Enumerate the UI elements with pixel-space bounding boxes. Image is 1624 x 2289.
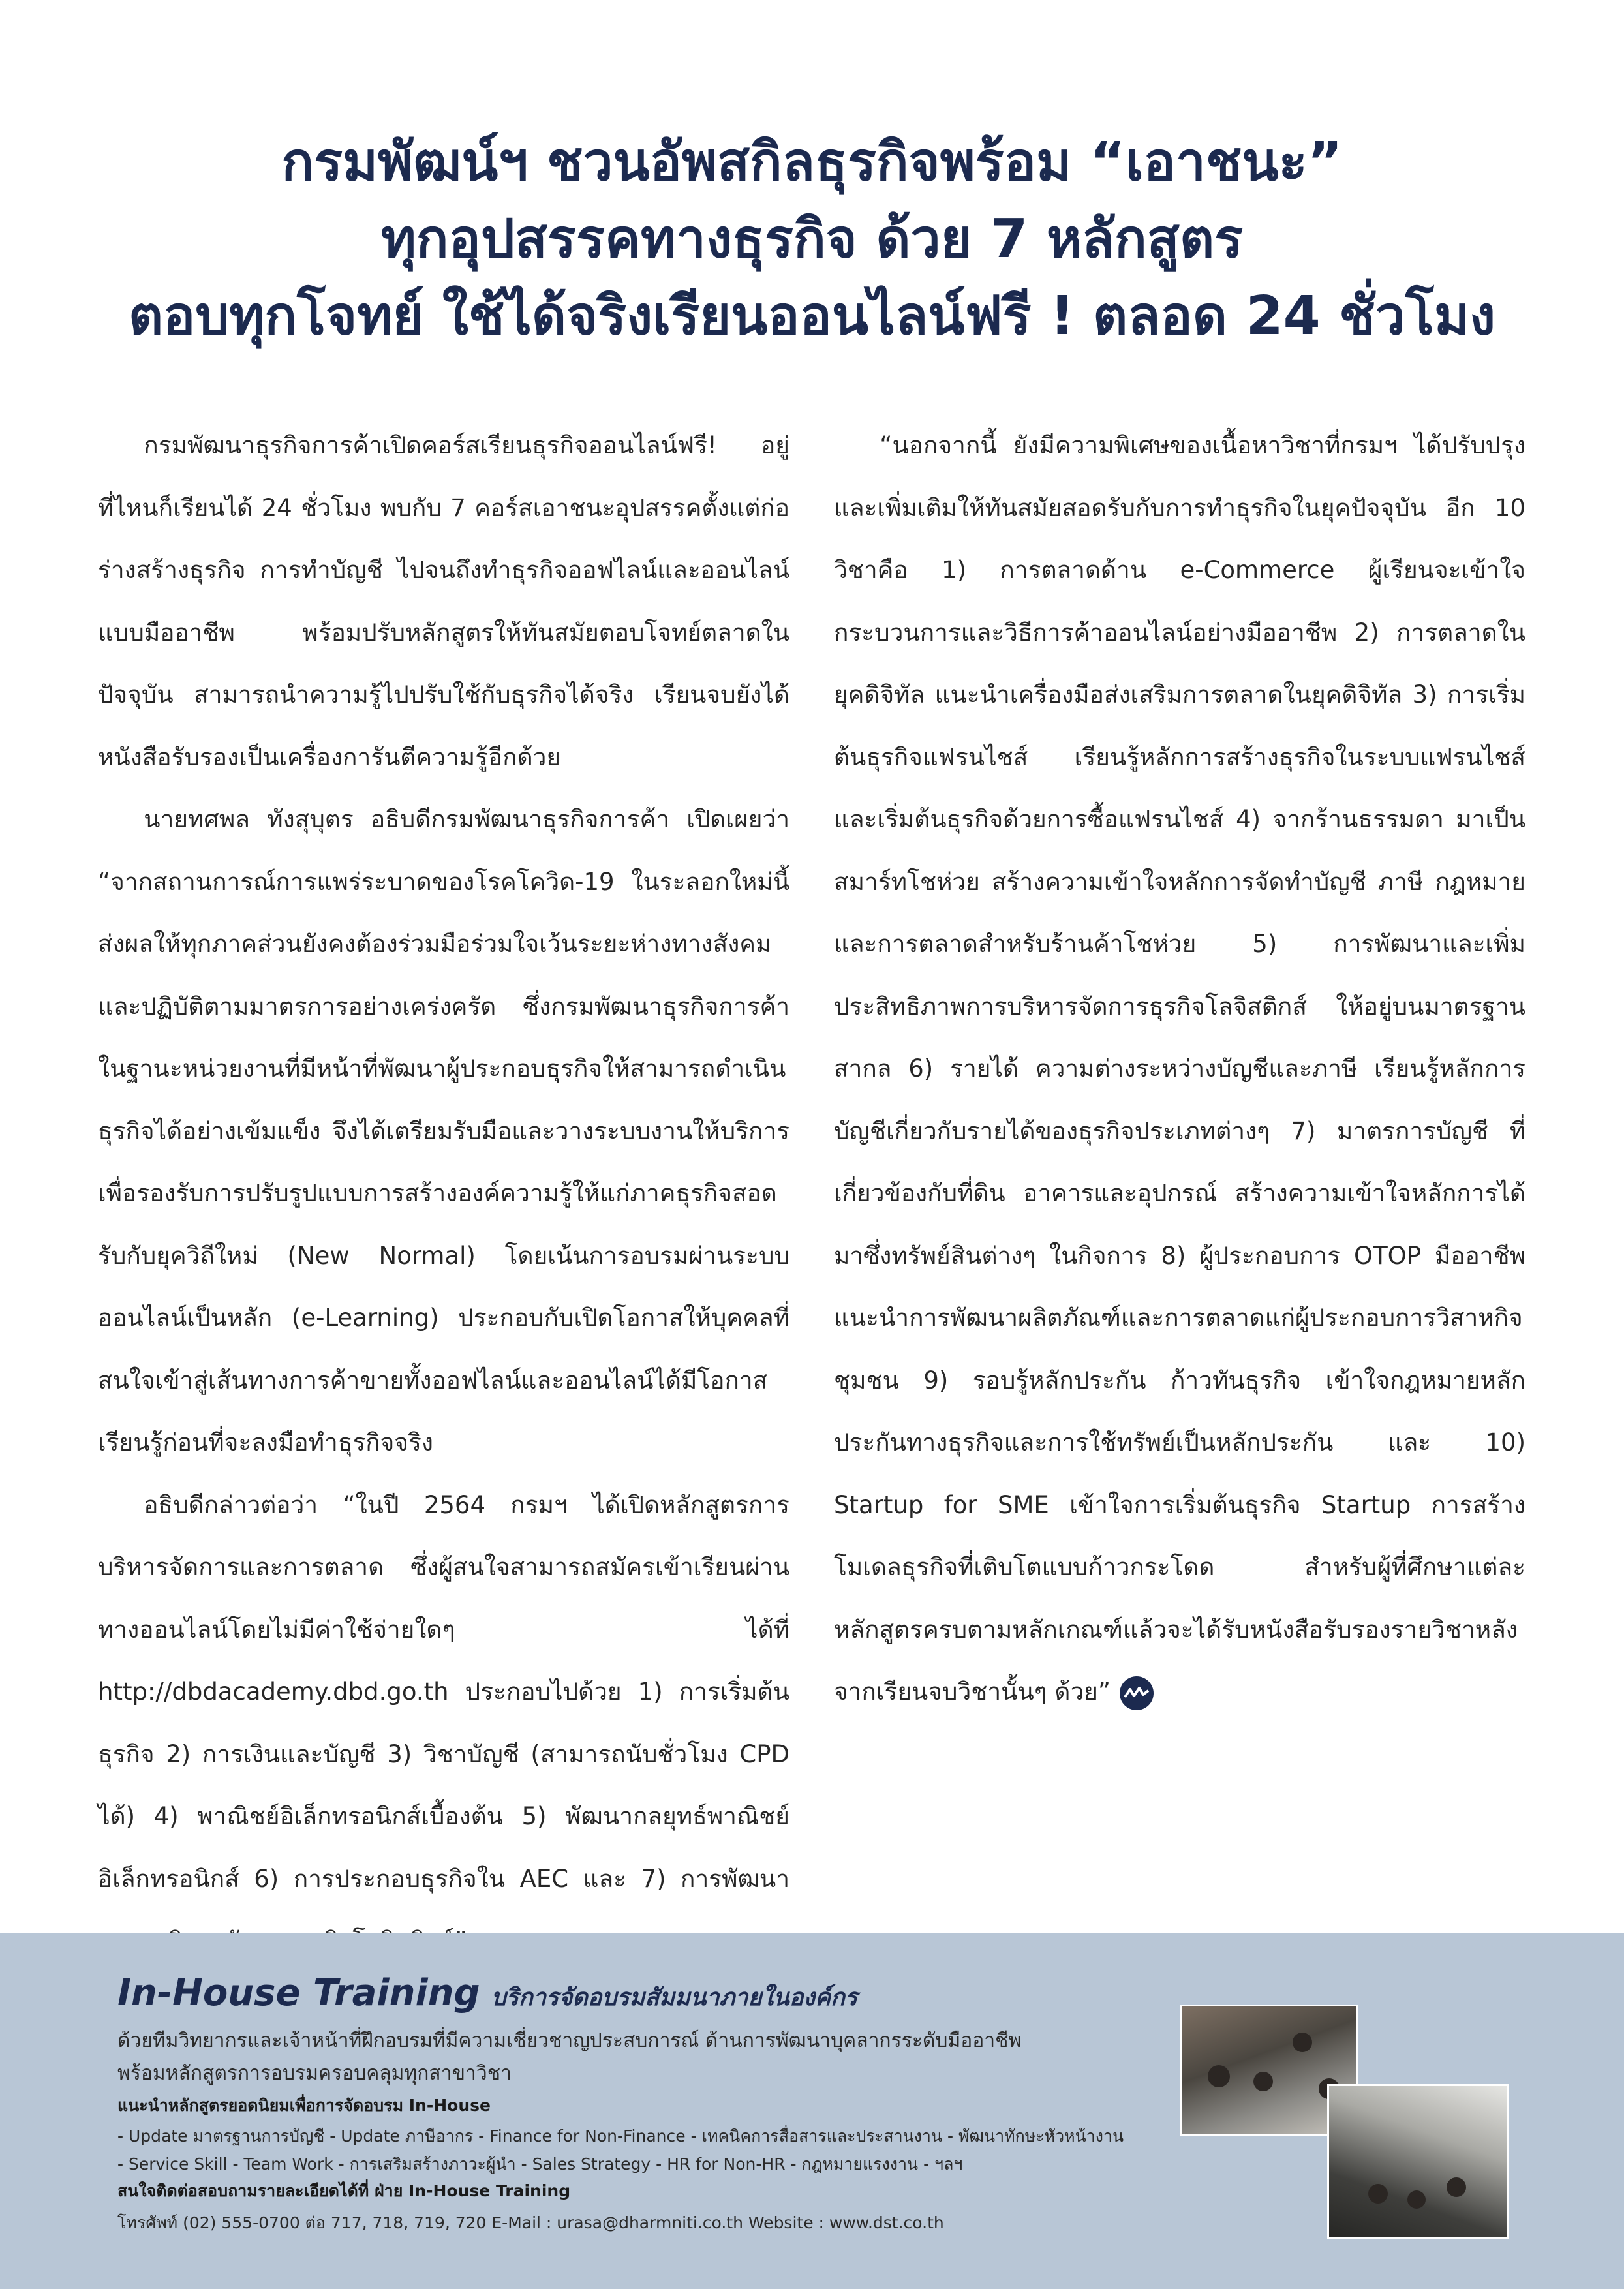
article-column-right: [834, 414, 1525, 1723]
footer-desc-2: พร้อมหลักสูตรการอบรมครอบคลุมทุกสาขาวิชา: [117, 2062, 512, 2085]
paragraph-4: [834, 414, 1525, 1723]
footer-brand: In-House Training: [117, 1972, 480, 2014]
title-line-2: ทุกอุปสรรคทางธุรกิจ ด้วย 7 หลักสูตร: [380, 208, 1244, 270]
end-mark-icon: [1120, 1676, 1154, 1710]
footer-contact-head: สนใจติดต่อสอบถามรายละเอียดได้ที่ ฝ่าย In-House Training: [117, 2181, 571, 2200]
footer-desc-1: ด้วยทีมวิทยากรและเจ้าหน้าที่ฝึกอบรมที่มีความเชี่ยวชาญประสบการณ์ ด้านการพัฒนาบุคลากรระดับมืออาชีพ: [117, 2029, 1022, 2052]
paragraph-1: กรมพัฒนาธุรกิจการค้าเปิดคอร์สเรียนธุรกิจออนไลน์ฟรี! อยู่ที่ไหนก็เรียนได้ 24 ชั่วโมง พบกับ 7 คอร์สเอาชนะอุปสรรคตั้งแต่ก่อร่างสร้างธุรกิจ การทำบัญชี ไปจนถึงทำธุรกิจออฟไลน์และออนไลน์แบบมืออาชีพ พร้อมปรับหลักสูตรให้ทันสมัยตอบโจทย์ตลาดในปัจจุบัน สามารถนำความรู้ไปปรับใช้กับธุรกิจได้จริง เรียนจบยังได้หนังสือรับรองเป็นเครื่องการันตีความรู้อีกด้วย: [98, 431, 789, 771]
footer-courses-2: - Service Skill - Team Work - การเสริมสร้างภาวะผู้นำ - Sales Strategy - HR for Non-HR - กฎหมายแรงงาน - ฯลฯ: [117, 2155, 963, 2174]
article-title: [0, 124, 1624, 355]
paragraph-4-text: “นอกจากนี้ ยังมีความพิเศษของเนื้อหาวิชาที่กรมฯ ได้ปรับปรุงและเพิ่มเติมให้ทันสมัยสอดรับกับการทำธุรกิจในยุคปัจจุบัน อีก 10 วิชาคือ 1) การตลาดด้าน e-Commerce ผู้เรียนจะเข้าใจกระบวนการและวิธีการค้าออนไลน์อย่างมืออาชีพ 2) การตลาดในยุคดิจิทัล แนะนำเครื่องมือส่งเสริมการตลาดในยุคดิจิทัล 3) การเริ่มต้นธุรกิจแฟรนไชส์ เรียนรู้หลักการสร้างธุรกิจในระบบแฟรนไชส์ และเริ่มต้นธุรกิจด้วยการซื้อแฟรนไชส์ 4) จากร้านธรรมดา มาเป็นสมาร์ทโชห่วย สร้างความเข้าใจหลักการจัดทำบัญชี ภาษี กฎหมาย และการตลาดสำหรับร้านค้าโชห่วย 5) การพัฒนาและเพิ่มประสิทธิภาพการบริหารจัดการธุรกิจโลจิสติกส์ ให้อยู่บนมาตรฐานสากล 6) รายได้ ความต่างระหว่างบัญชีและภาษี เรียนรู้หลักการบัญชีเกี่ยวกับรายได้ของธุรกิจประเภทต่างๆ 7) มาตรการบัญชี ที่เกี่ยวข้องกับที่ดิน อาคารและอุปกรณ์ สร้างความเข้าใจหลักการได้มาซึ่งทรัพย์สินต่างๆ ในกิจการ 8) ผู้ประกอบการ OTOP มืออาชีพ แนะนำการพัฒนาผลิตภัณฑ์และการตลาดแก่ผู้ประกอบการวิสาหกิจชุมชน 9) รอบรู้หลักประกัน ก้าวทันธุรกิจ เข้าใจกฎหมายหลักประกันทางธุรกิจและการใช้ทรัพย์เป็นหลักประกัน และ 10) Startup for SME เข้าใจการเริ่มต้นธุรกิจ Startup การสร้างโมเดลธุรกิจที่เติบโตแบบก้าวกระโดด สำหรับผู้ที่ศึกษาแต่ละหลักสูตรครบตามหลักเกณฑ์แล้วจะได้รับหนังสือรับรองรายวิชาหลังจากเรียนจบวิชานั้นๆ ด้วย”: [834, 431, 1525, 1706]
footer-heading: [117, 1972, 857, 2016]
title-line-3: ตอบทุกโจทย์ ใช้ได้จริงเรียนออนไลน์ฟรี ! ตลอด 24 ชั่วโมง: [128, 285, 1496, 347]
footer-contact: โทรศัพท์ (02) 555-0700 ต่อ 717, 718, 719, 720 E-Mail : urasa@dharmniti.co.th Website : www.dst.co.th: [117, 2213, 944, 2232]
footer-brand-sub: บริการจัดอบรมสัมมนาภายในองค์กร: [491, 1984, 858, 2011]
paragraph-3: อธิบดีกล่าวต่อว่า “ในปี 2564 กรมฯ ได้เปิดหลักสูตรการบริหารจัดการและการตลาด ซึ่งผู้สนใจสามารถสมัครเข้าเรียนผ่านทางออนไลน์โดยไม่มีค่าใช้จ่ายใดๆ ได้ที่ http://dbdacademy.dbd.go.th ประกอบไปด้วย 1) การเริ่มต้นธุรกิจ 2) การเงินและบัญชี 3) วิชาบัญชี (สามารถนับชั่วโมง CPD ได้) 4) พาณิชย์อิเล็กทรอนิกส์เบื้องต้น 5) พัฒนากลยุทธ์พาณิชย์อิเล็กทรอนิกส์ 6) การประกอบธุรกิจใน AEC และ 7) การพัฒนา: [98, 1490, 789, 1893]
paragraph-2: นายทศพล ทังสุบุตร อธิบดีกรมพัฒนาธุรกิจการค้า เปิดเผยว่า “จากสถานการณ์การแพร่ระบาดของโรคโควิด-19 ในระลอกใหม่นี้ส่งผลให้ทุกภาคส่วนยังคงต้องร่วมมือร่วมใจเว้นระยะห่างทางสังคมและปฏิบัติตามมาตรการอย่างเคร่งครัด ซึ่งกรมพัฒนาธุรกิจการค้าในฐานะหน่วยงานที่มีหน้าที่พัฒนาผู้ประกอบธุรกิจให้สามารถดำเนินธุรกิจได้อย่างเข้มแข็ง จึงได้เตรียมรับมือและวางระบบงานให้บริการเพื่อรองรับการปรับรูปแบบการสร้างองค์ความรู้ให้แก่ภาคธุรกิจสอดรับกับยุควิถีใหม่ (New Normal) โดยเน้นการอบรมผ่านระบบออนไลน์เป็นหลัก (e-Learning) ประกอบกับเปิดโอกาสให้บุคคลที่สนใจเข้าสู่เส้นทางการค้าขายทั้งออฟไลน์และออนไลน์ได้มีโอกาสเรียนรู้ก่อนที่จะลงมือทำธุรกิจจริง: [98, 805, 789, 1456]
footer-courses-1: - Update มาตรฐานการบัญชี - Update ภาษีอากร - Finance for Non-Finance - เทคนิคการสื่อสารและประสานงาน - พัฒนาทักษะหัวหน้างาน: [117, 2127, 1124, 2145]
article-column-left: [98, 414, 789, 1973]
training-photo-2: [1327, 2084, 1509, 2239]
title-line-1: กรมพัฒน์ฯ ชวนอัพสกิลธุรกิจพร้อม “เอาชนะ”: [281, 131, 1343, 193]
footer-ad: [0, 1933, 1624, 2289]
footer-recommend: แนะนำหลักสูตรยอดนิยมเพื่อการจัดอบรม In-House: [117, 2096, 491, 2115]
